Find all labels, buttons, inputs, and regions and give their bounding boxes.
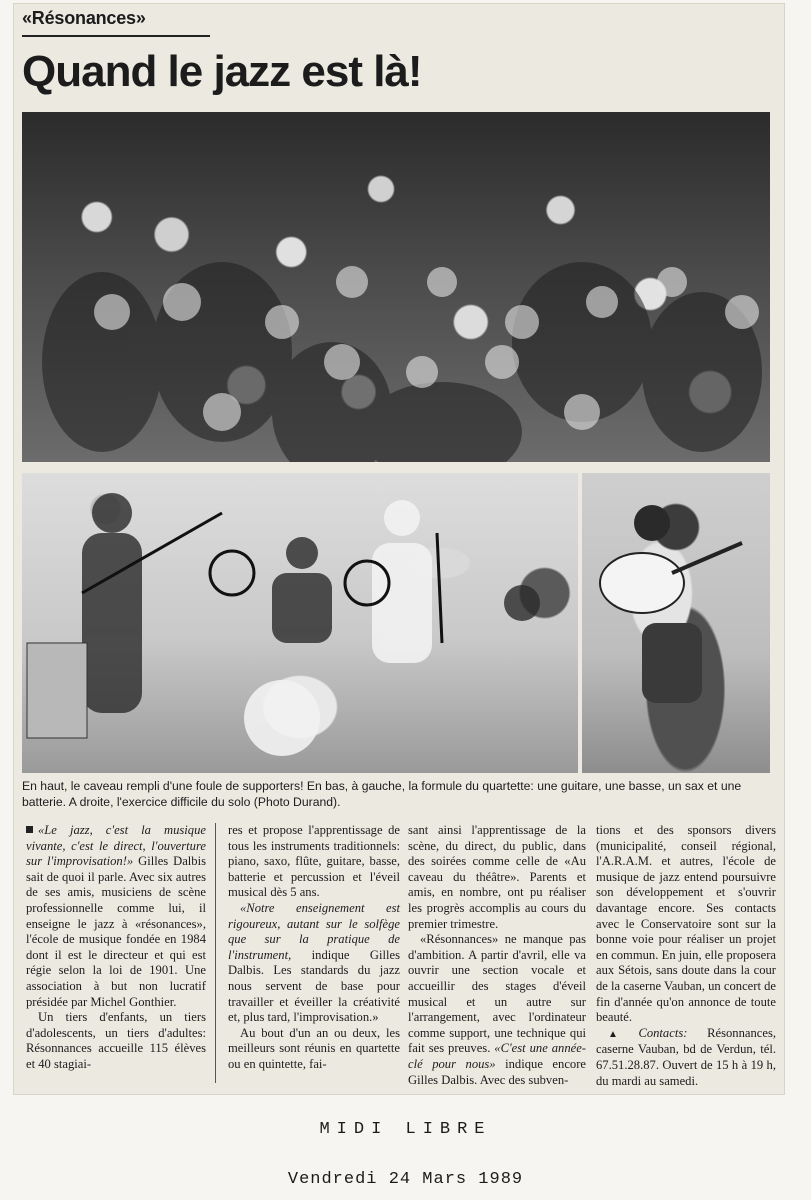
photo-caption: En haut, le caveau rempli d'une foule de supporters! En bas, à gauche, la formule du quartette: une guitare, une basse, un sax et une batterie. A droite, l'exercice difficile du solo (Photo Durand). (22, 779, 742, 809)
quote: «C'est une année-clé pour nous» (408, 1041, 586, 1071)
article-column-2 (228, 823, 400, 1073)
bullet-square-icon (26, 826, 33, 833)
article-column-4 (596, 823, 776, 1089)
soloist-silhouette (582, 473, 770, 773)
contacts-label: Contacts: (638, 1025, 688, 1040)
paragraph (228, 901, 400, 1026)
paragraph (408, 932, 586, 1088)
publication-date: Vendredi 24 Mars 1989 (287, 1170, 524, 1189)
article-headline: Quand le jazz est là! (22, 47, 422, 96)
triangle-up-icon: ▲ (608, 1028, 635, 1040)
article-column-1 (26, 823, 206, 1073)
column-rule (215, 823, 216, 1083)
contacts-text: Résonnances, caserne Vauban, bd de Verdun, tél. 67.51.28.87. Ouvert de 15 h à 19 h, du mardi au samedi. (596, 1025, 776, 1088)
article-column-3 (408, 823, 586, 1088)
audience-silhouettes (22, 112, 770, 462)
paragraph-text: indique encore Gilles Dalbis. Avec des subven- (408, 1056, 586, 1087)
quote: «Notre enseignement est rigoureux, autant sur le solfège que sur la pratique de l'instrument, (228, 900, 400, 962)
kicker-rule (22, 35, 210, 37)
quartet-silhouettes (22, 473, 578, 773)
quote: «Le jazz, c'est la musique vivante, c'est le direct, l'ouverture sur l'improvisation!» (26, 823, 206, 869)
paragraph: tions et des sponsors divers (municipalité, conseil régional, l'A.R.A.M. et autres, l'école de musique de jazz entend poursuivre son développement et s'ouvrir davantage encore. Ses contacts avec le Conservatoire sont sur la bonne voie pour réaliser un projet en commun. En juin, elle proposera aux Sétois, sans doute dans la cour de la caserne Vauban, un concert de fin d'année qu'on annonce de toute beauté. (596, 823, 776, 1025)
paragraph: res et propose l'apprentissage de tous les instruments traditionnels: piano, saxo, flûte, guitare, basse, batterie et percussion et l'éveil musical dès 5 ans. (228, 823, 400, 900)
photo-audience (22, 112, 770, 462)
paragraph: sant ainsi l'apprentissage de la scène, du direct, du public, dans des soirées comme celle de «Au caveau du théâtre». Parents et amis, en nombre, ont pu réaliser les progrès accomplis au cours du premier trimestre. (408, 823, 586, 931)
paragraph: Au bout d'un an ou deux, les meilleurs sont réunis en quartette ou en quintette, fai- (228, 1025, 400, 1071)
paragraph-text: «Résonnances» ne manque pas d'ambition. A partir d'avril, elle va ouvrir une section vocale et accueillir des stages d'éveil musical et un autre sur l'arrangement, avec l'ordinateur comme support, une technique qui fait ses preuves. (408, 932, 586, 1056)
paragraph (26, 823, 206, 1010)
photo-quartet (22, 473, 578, 773)
paragraph-text: Gilles Dalbis sait de quoi il parle. Avec six autres de ses amis, musiciens de scène professionnelle comme lui, il enseigne le jazz à «résonances», l'école de musique fondée en 1984 dont il est le directeur et qui est régie selon la loi de 1901. Une association à but non lucratif présidée par Michel Gonthier. (26, 854, 206, 1009)
article-kicker: «Résonances» (22, 8, 146, 28)
paragraph: Un tiers d'enfants, un tiers d'adolescents, un tiers d'adultes: Résonnances accueille 115 élèves et 40 stagiai- (26, 1010, 206, 1071)
newspaper-name: MIDI LIBRE (319, 1120, 492, 1139)
contacts-paragraph (596, 1026, 776, 1089)
photo-soloist (582, 473, 770, 773)
paragraph-text: indique Gilles Dalbis. Les standards du jazz nous servent de base pour travailler et éveiller la créativité et, plus tard, l'improvisation.» (228, 947, 400, 1025)
